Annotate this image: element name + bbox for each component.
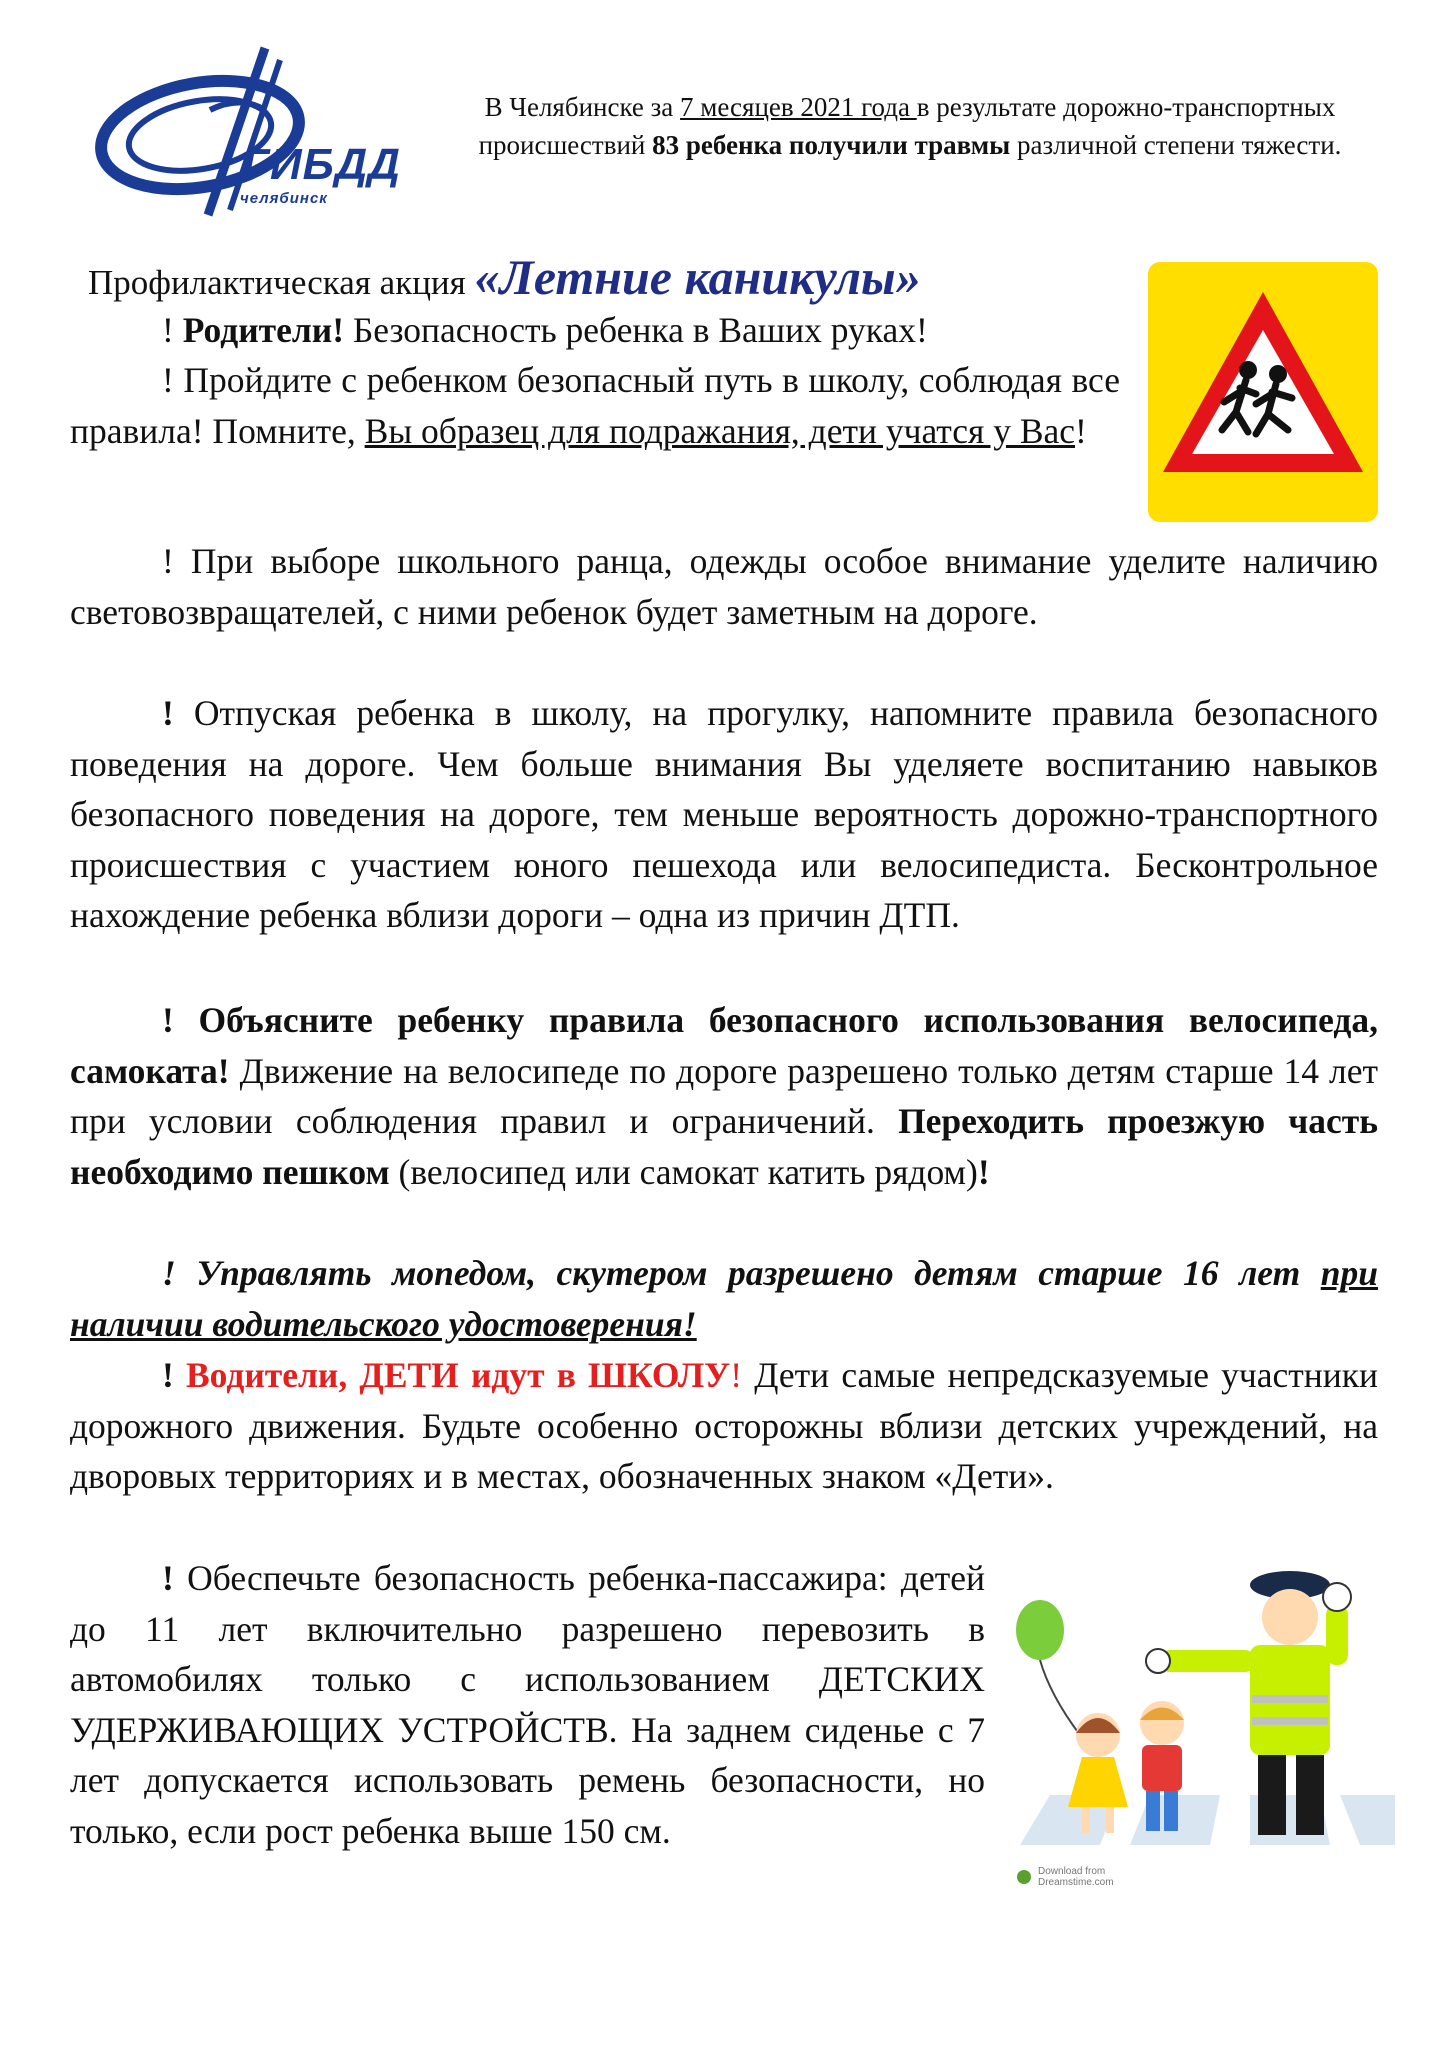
title-campaign-name: «Летние каникулы»: [474, 249, 921, 305]
p7-text: Дети самые непредсказуемые участники дорожного движения. Будьте особенно осторожны вблизи детских учреждений, на дворовых территориях и в местах, обозначенных знаком «Дети».: [70, 1355, 1378, 1496]
p4-mark: !: [162, 693, 174, 733]
children-warning-sign-icon: [1148, 262, 1378, 522]
p6-bi-underlined: при наличии водительского удостоверения!: [70, 1253, 1378, 1344]
p1-bold: Родители!: [182, 310, 345, 350]
p2-text: ! Пройдите с ребенком безопасный путь в школу, соблюдая все правила! Помните,: [70, 360, 1120, 451]
header-note: [420, 88, 1400, 164]
p2-underlined: Вы образец для подражания, дети учатся у Вас: [364, 410, 1076, 451]
p5-bold1: ! Объясните ребенку правила безопасного использования велосипеда, самоката!: [70, 1000, 1378, 1091]
p7-red: Водители, ДЕТИ идут в ШКОЛУ: [173, 1355, 731, 1395]
paragraph-moped: [70, 1248, 1378, 1349]
paragraph-drivers: [70, 1350, 1378, 1502]
traffic-officer-children-icon: [1010, 1545, 1400, 1890]
p5-text2: (велосипед или самокат катить рядом): [389, 1151, 978, 1192]
traffic-officer-illustration: [1010, 1545, 1400, 1890]
p8-mark: !: [162, 1558, 174, 1598]
p4-text: Отпуская ребенка в школу, на прогулку, напомните правила безопасного поведения на дороге. Чем больше внимания Вы уделяете воспитанию навыков безопасного поведения на дороге, тем меньше вероятность дорожно-транспортного происшествия с участием юного пешехода или велосипедиста. Бесконтрольное нахождение ребенка вблизи дороги – одна из причин ДТП.: [70, 693, 1378, 935]
p2-end: !: [1075, 410, 1087, 451]
p7-red-end: !: [730, 1355, 743, 1395]
header-post: различной степени тяжести.: [1010, 130, 1342, 160]
title-lead: Профилактическая акция: [88, 263, 475, 302]
p7-mark: !: [162, 1355, 174, 1395]
paragraph-bicycle: [70, 995, 1378, 1197]
header-mid: в результате дорожно-транспортных происшествий: [478, 92, 1336, 160]
p8-text: Обеспечьте безопасность ребенка-пассажира: детей до 11 лет включительно разрешено перевозить в автомобилях только с использованием ДЕТСКИХ УДЕРЖИВАЮЩИХ УСТРОЙСТВ. На заднем сиденье с 7 лет допускается использовать ремень безопасности, но только, если рост ребенка выше 150 см.: [70, 1558, 985, 1851]
header-pre: В Челябинске за: [484, 92, 681, 122]
paragraph-parents: [70, 305, 1080, 356]
p5-end: !: [977, 1151, 990, 1192]
paragraph-reflectors: [70, 536, 1378, 637]
page-title: [88, 248, 921, 306]
p1-text: Безопасность ребенка в Ваших руках!: [344, 310, 928, 350]
p6-bi: ! Управлять мопедом, скутером разрешено детям старше 16 лет: [162, 1253, 1321, 1293]
children-warning-sign: [1148, 262, 1378, 522]
illustration-watermark: Download from Dreamstime.com: [1038, 1866, 1114, 1888]
p5-bold2: Переходить проезжую часть необходимо пешком: [70, 1101, 1379, 1192]
logo-text: ГИБДД: [242, 140, 401, 189]
paragraph-passenger: [70, 1553, 985, 1856]
header-period: 7 месяцев 2021 года: [680, 92, 917, 122]
paragraph-behavior: [70, 688, 1378, 941]
p5-text1: Движение на велосипеде по дороге разрешено только детям старше 14 лет при условии соблюдения правил и ограничений.: [70, 1050, 1378, 1141]
logo-city: челябинск: [240, 190, 328, 207]
paragraph-safe-route: [70, 355, 1120, 456]
gibdd-logo: [90, 40, 401, 220]
header-injured-count: 83 ребенка получили травмы: [652, 130, 1011, 160]
p3-text: ! При выборе школьного ранца, одежды особое внимание уделите наличию световозвращателей, с ними ребенок будет заметным на дороге.: [70, 541, 1378, 632]
p1-mark: !: [162, 310, 183, 350]
